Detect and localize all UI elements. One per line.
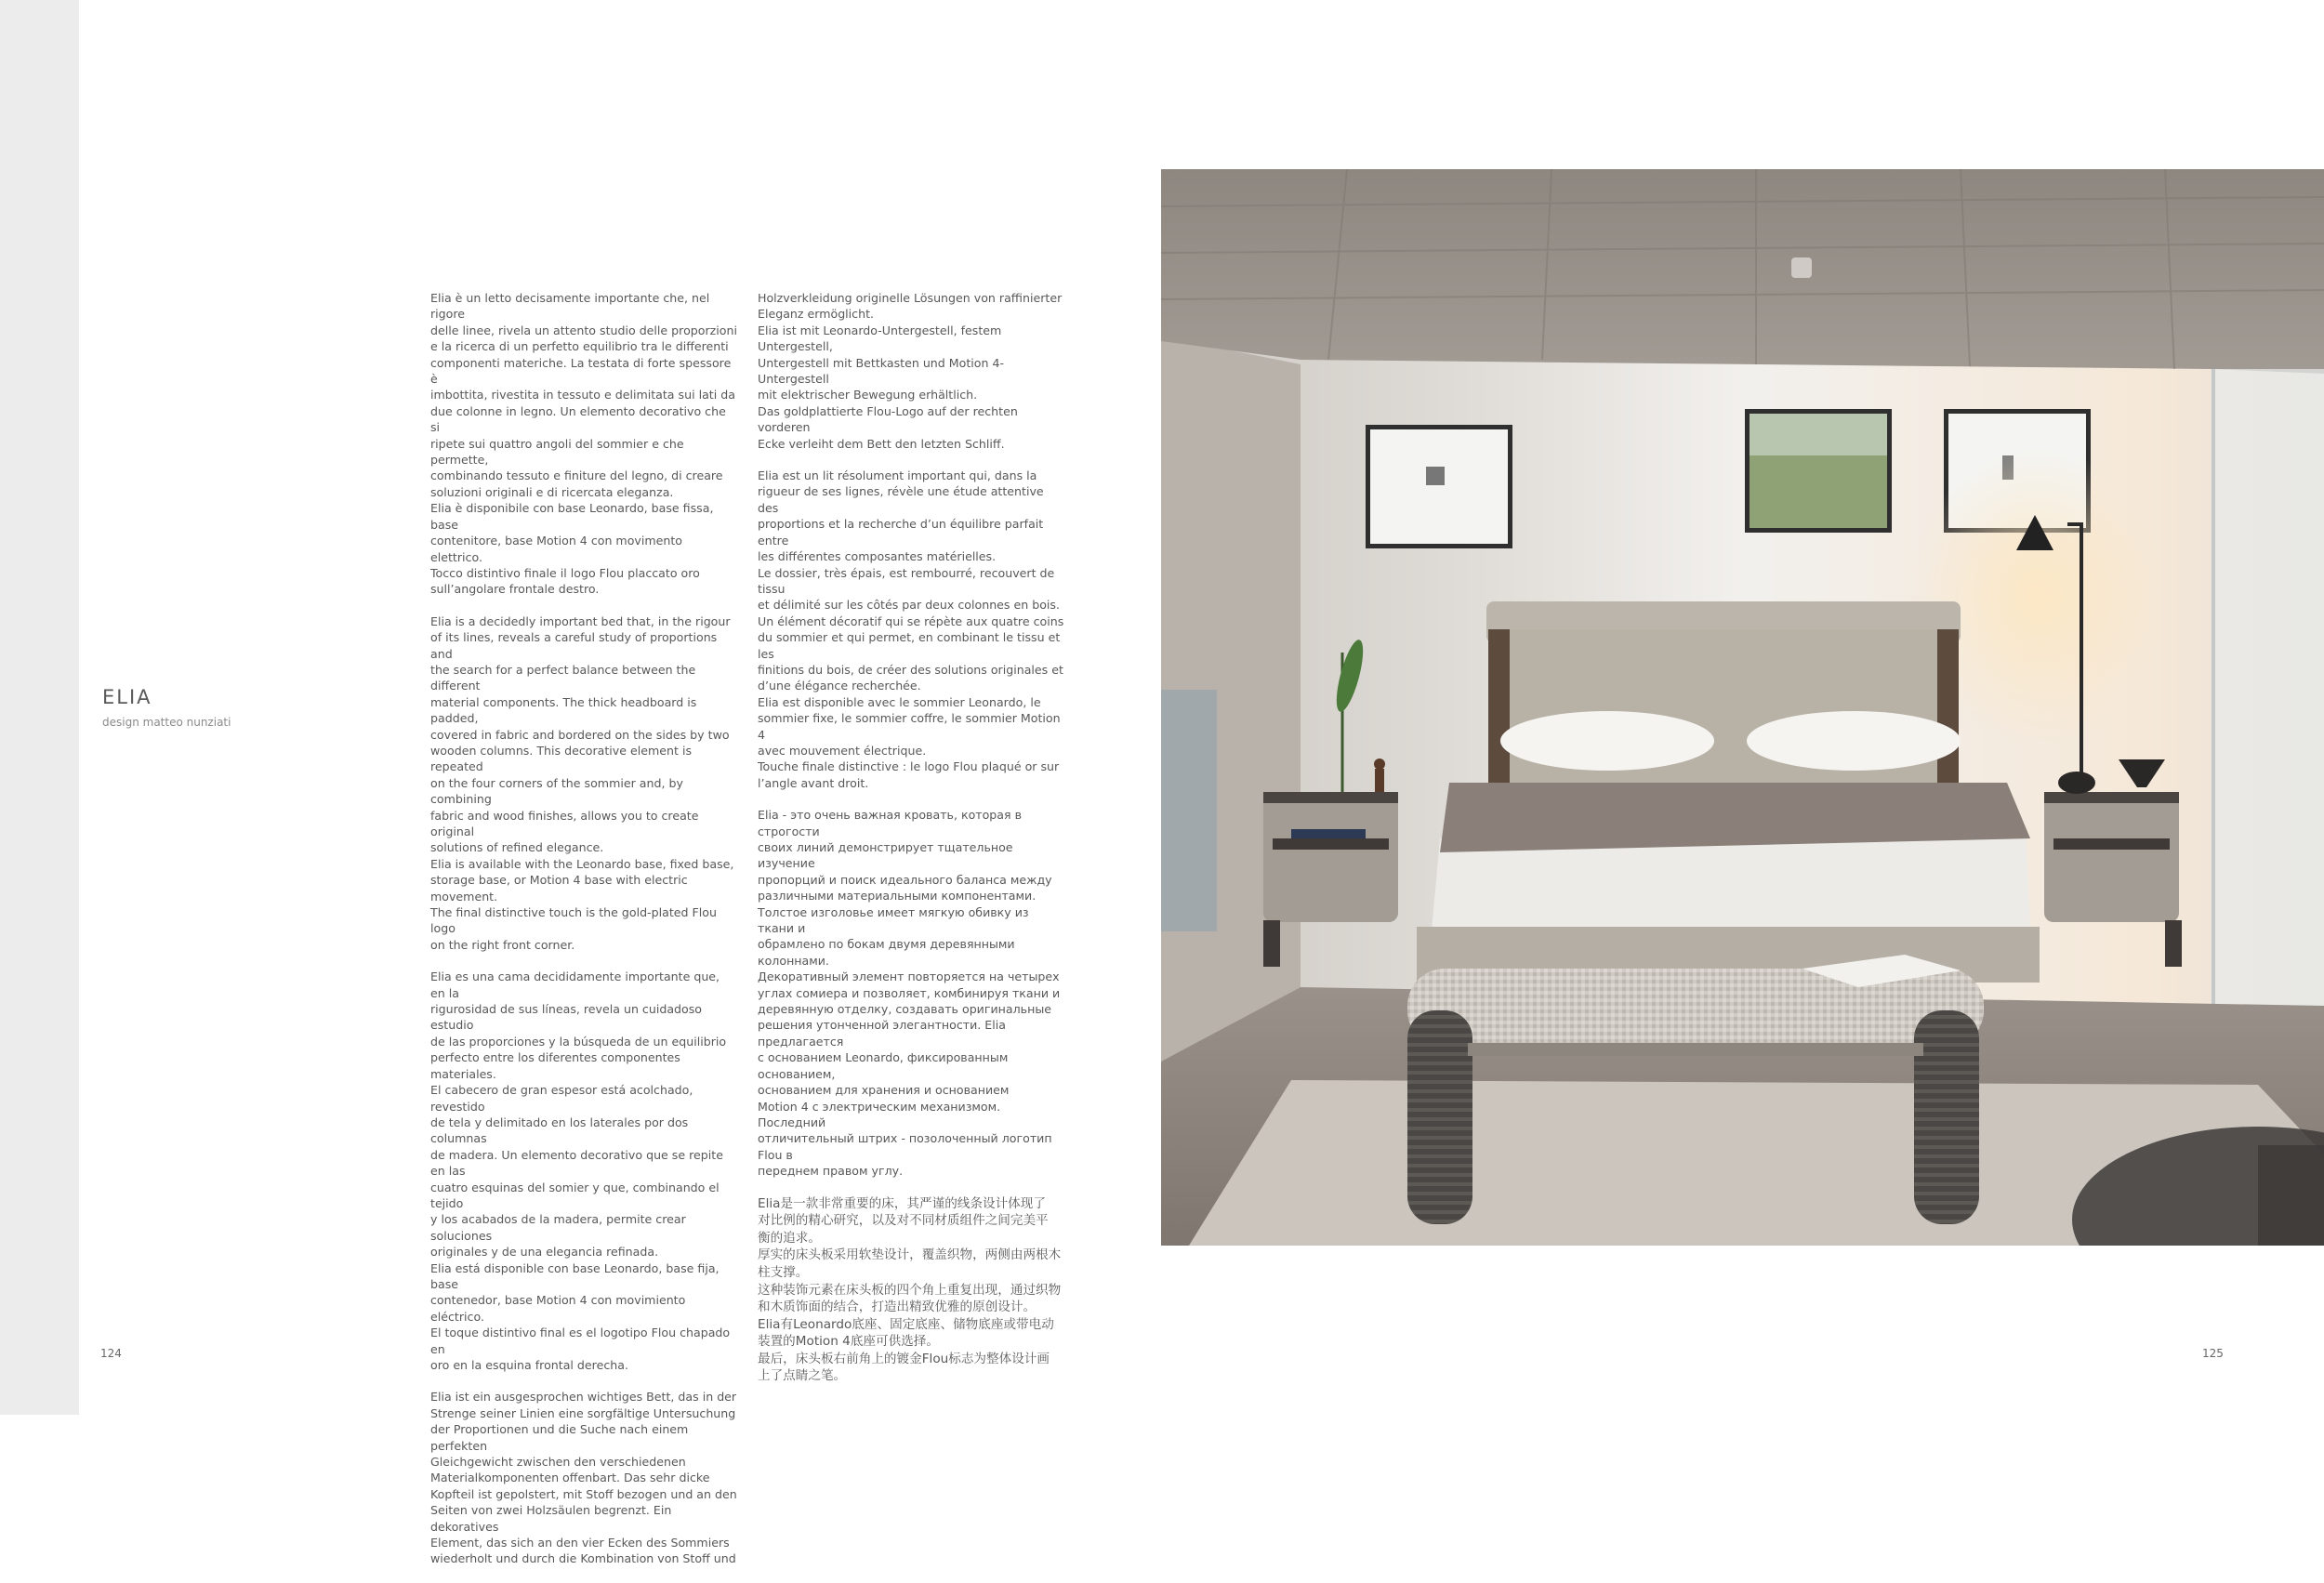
paragraph-english: Elia is a decidedly important bed that, in the rigour of its lines, reveals a careful study of proportions and the search for a perfect balance between the different material components. The thick headboard is padded, covered in fabric and bordered on the sides by two wooden columns. This decorative element is repeated on the four corners of the sommier and, by combining fabric and wood finishes, allows you to create original solutions of refined elegance. Elia is available with the Leonardo base, fixed base, storage base, or Motion 4 base with electric movement. The final distinctive touch is the gold-plated Flou logo on the right front corner. xyxy=(430,613,734,952)
paragraph-italian: Elia è un letto decisamente importante che, nel rigore delle linee, rivela un attento studio delle proporzioni e la ricerca di un perfetto equilibrio tra le differenti componenti materiche. La testata di forte spessore è imbottita, rivestita in tessuto e delimitata sui lati da due colonne in legno. Un elemento decorativo che si ripete sui quattro angoli del sommier e che permette, combinando tessuto e finiture del legno, di creare soluzioni originali e di ricercata eleganza. Elia è disponibile con base Leonardo, base fissa, base contenitore, base Motion 4 con movimento elettrico. Tocco distintivo finale il logo Flou placcato oro sull’angolare frontale destro. xyxy=(430,291,737,597)
bedroom-photo xyxy=(1161,169,2324,1246)
ceiling-spotlight xyxy=(1791,257,1812,278)
page-number-left: 124 xyxy=(100,1347,122,1360)
paragraph-german: Elia ist ein ausgesprochen wichtiges Bett, das in der Strenge seiner Linien eine sorgfältige Untersuchung der Proportionen und die Suche nach einem perfekten Gleichgewicht zwischen den verschiedenen Materialkomponenten offenbart. Das sehr dicke Kopfteil ist gepolstert, mit Stoff bezogen und an den Seiten von zwei Holzsäulen begrenzt. Ein dekoratives Element, das sich an den vier Ecken des Sommiers wiederholt und durch die Kombination von Stoff und xyxy=(430,1390,737,1566)
wall-art-left xyxy=(1366,425,1512,548)
paragraph-german-continued: Holzverkleidung originelle Lösungen von raffinierter Eleganz ermöglicht. Elia ist mit Leonardo-Untergestell, festem Untergestell, Untergestell mit Bettkasten und Motion 4-Untergestell mit elektrischer Bewegung erhältlich. Das goldplattierte Flou-Logo auf der rechten vorderen Ecke verleiht dem Bett den letzten Schliff. xyxy=(758,291,1063,451)
designer-credit: design matteo nunziati xyxy=(102,716,231,729)
glass-partition xyxy=(2212,369,2324,1038)
paragraph-french: Elia est un lit résolument important qui, dans la rigueur de ses lignes, révèle une étude attentive des proportions et la recherche d’un équilibre parfait entre les différentes composantes matérielles. Le dossier, très épais, est rembourré, recouvert de tissu et délimité sur les côtés par deux colonnes en bois. Un élément décoratif qui se répète aux quatre coins du sommier et qui permet, en combinant le tissu et les finitions du bois, de créer des solutions originales et d’une élégance recherchée. Elia est disponible avec le sommier Leonardo, le sommier fixe, le sommier coffre, le sommier Motion 4 avec mouvement électrique. Touche finale distinctive : le logo Flou plaqué or sur l’angle avant droit. xyxy=(758,468,1064,790)
text-column-right xyxy=(758,290,1064,1401)
concrete-ceiling xyxy=(1161,169,2324,374)
page-number-right: 125 xyxy=(2202,1347,2224,1360)
product-title: ELIA xyxy=(102,686,152,708)
wall-art-center xyxy=(1745,409,1892,533)
paragraph-spanish: Elia es una cama decididamente importante que, en la rigurosidad de sus líneas, revela un cuidadoso estudio de las proporciones y la búsqueda de un equilibrio perfecto entre los diferentes componentes materiales. El cabecero de gran espesor está acolchado, revestido de tela y delimitado en los laterales por dos columnas de madera. Un elemento decorativo que se repite en las cuatro esquinas del somier y que, combinando el tejido y los acabados de la madera, permite crear soluciones originales y de una elegancia refinada. Elia está disponible con base Leonardo, base fija, base contenedor, base Motion 4 con movimiento eléctrico. El toque distintivo final es el logotipo Flou chapado en oro en la esquina frontal derecha. xyxy=(430,970,731,1372)
paragraph-russian: Elia - это очень важная кровать, которая в строгости своих линий демонстрирует тщательное изучение пропорций и поиск идеального баланса между различными материальными компонентами. Толстое изголовье имеет мягкую обивку из ткани и обрамлено по бокам двумя деревянными колоннами. Декоративный элемент повторяется на четырех углах сомиера и позволяет, комбинируя ткани и деревянную отделку, создавать оригинальные решения утонченной элегантности. Elia предлагается с основанием Leonardo, фиксированным основанием, основанием для хранения и основанием Motion 4 с электрическим механизмом. Последний отличительный штрих - позолоченный логотип Flou в переднем правом углу. xyxy=(758,808,1061,1179)
paragraph-chinese: Elia是一款非常重要的床，其严谨的线条设计体现了 对比例的精心研究，以及对不同材质组件之间完美平 衡的追求。 厚实的床头板采用软垫设计，覆盖织物，两侧由两根木 柱支撑。 这种装饰元素在床头板的四个角上重复出现，通过织物 和木质饰面的结合，打造出精致优雅的原创设计。 Elia有Leonardo底座、固定底座、储物底座或带电动 装置的Motion 4底座可供选择。 最后，床头板右前角上的镀金Flou标志为整体设计画 上了点睛之笔。 xyxy=(758,1195,1062,1384)
bed xyxy=(1417,601,2040,983)
page-gutter xyxy=(0,0,79,1415)
text-column-left xyxy=(430,290,737,1583)
